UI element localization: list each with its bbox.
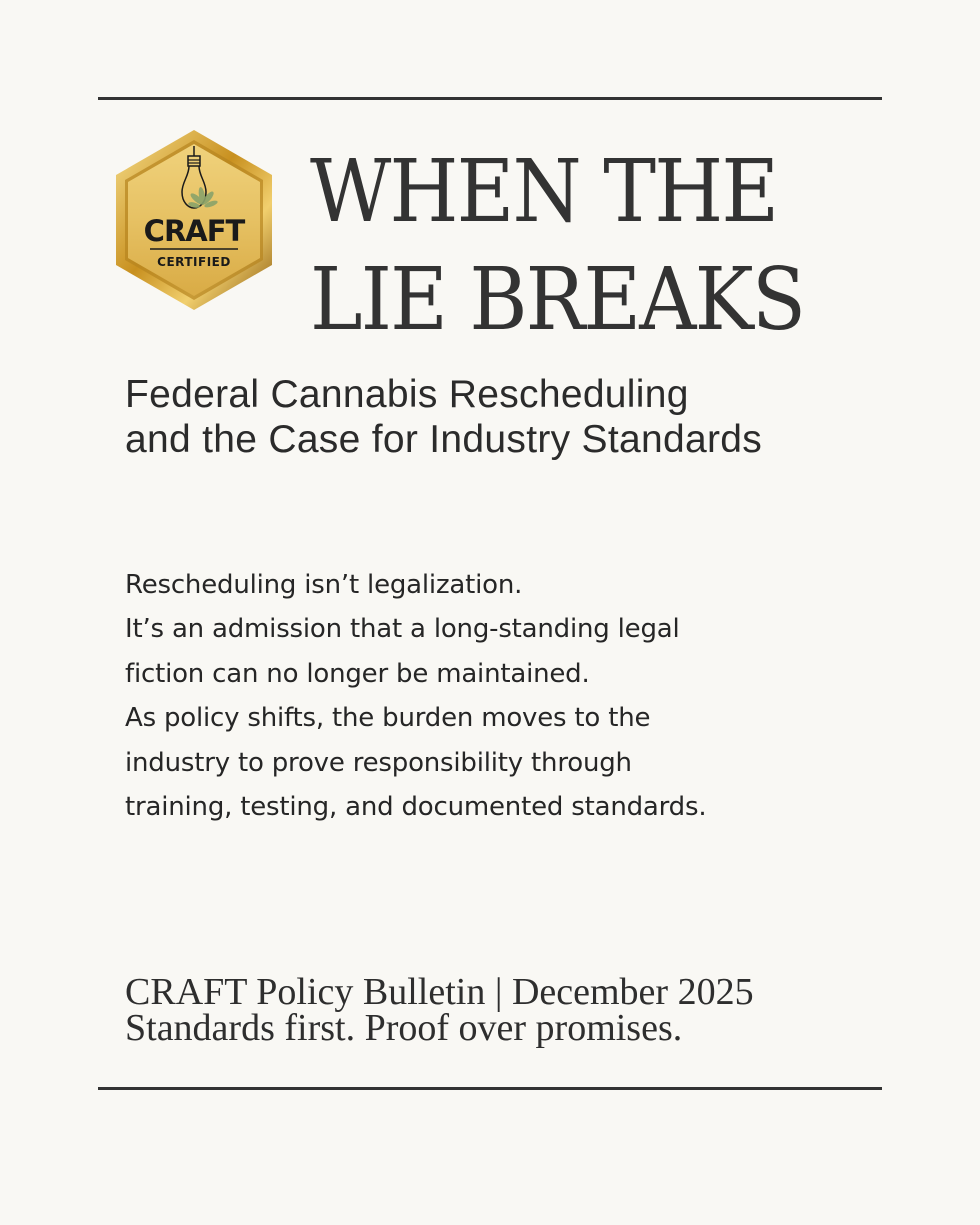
subtitle-line-1: Federal Cannabis Rescheduling [125, 373, 689, 416]
svg-text:CERTIFIED: CERTIFIED [157, 255, 231, 269]
craft-certified-badge [112, 128, 276, 312]
svg-text:CRAFT: CRAFT [143, 214, 245, 248]
page-title [310, 138, 804, 354]
body-line: Rescheduling isn’t legalization. [125, 570, 523, 600]
body-line: fiction can no longer be maintained. [125, 658, 590, 689]
title-line-2: LIE BREAKS [310, 250, 805, 350]
body-line: As policy shifts, the burden moves to the [125, 703, 651, 734]
subtitle [125, 372, 762, 462]
body-line: training, testing, and documented standards. [125, 792, 707, 823]
footer [125, 971, 754, 1049]
body-line: industry to prove responsibility through [125, 747, 632, 778]
title-line-1: WHEN THE [310, 142, 778, 242]
bottom-divider [98, 1087, 882, 1090]
bulletin-info: CRAFT Policy Bulletin | December 2025 [125, 971, 754, 1013]
tagline: Standards first. Proof over promises. [125, 1007, 683, 1049]
body-line: It’s an admission that a long-standing legal [125, 614, 680, 645]
body-paragraph [125, 563, 706, 829]
subtitle-line-2: and the Case for Industry Standards [125, 418, 763, 461]
top-divider [98, 97, 882, 100]
